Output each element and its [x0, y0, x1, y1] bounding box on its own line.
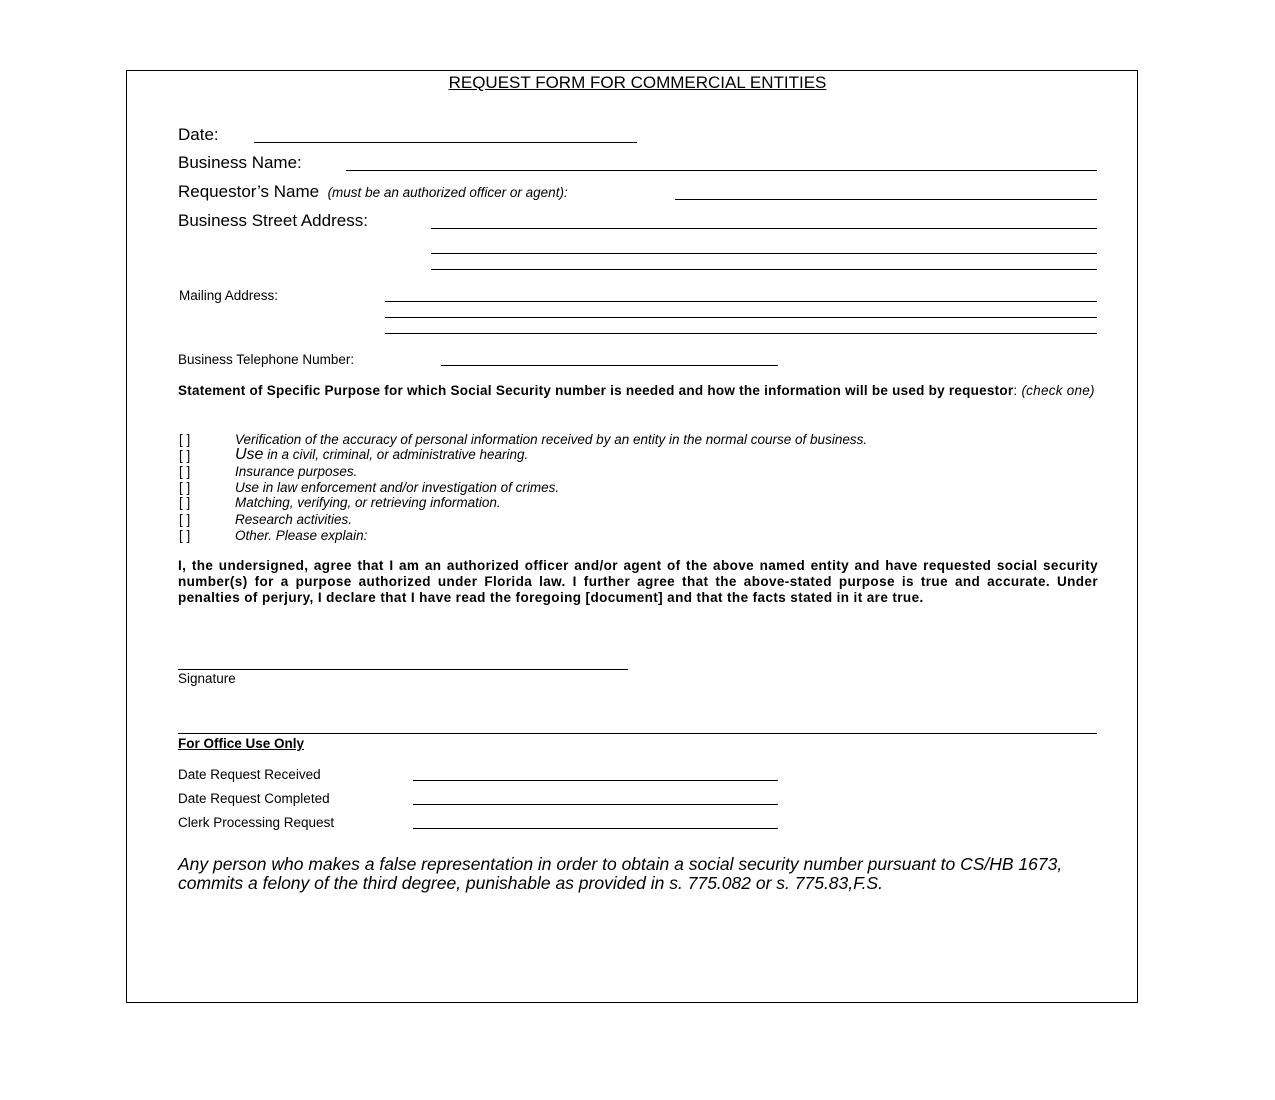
- purpose-statement-colon: :: [1013, 383, 1018, 398]
- business-name-label: Business Name:: [178, 153, 302, 172]
- requestor-name-field-line[interactable]: [675, 199, 1097, 200]
- purpose-statement-hint: (check one): [1021, 383, 1095, 398]
- mailing-address-line-2[interactable]: [385, 317, 1097, 318]
- option-label-rest: in a civil, criminal, or administrative hearing.: [263, 447, 529, 462]
- mailing-address-line-1[interactable]: [385, 301, 1097, 302]
- clerk-label: Clerk Processing Request: [178, 815, 335, 830]
- option-checkbox[interactable]: [ ]: [179, 528, 191, 543]
- date-received-line[interactable]: [413, 780, 778, 781]
- telephone-label: Business Telephone Number:: [178, 352, 355, 367]
- option-label: Use in law enforcement and/or investigation of crimes.: [235, 480, 560, 495]
- option-label-lead: Use: [235, 446, 264, 463]
- purpose-statement: [178, 383, 1098, 399]
- street-address-line-2[interactable]: [431, 253, 1097, 254]
- penalty-notice: Any person who makes a false representation in order to obtain a social security number pursuant to CS/HB 1673, commits a felony of the third degree, punishable as provided in s. 775.082 or s. 775.83,F.S.: [178, 854, 1063, 893]
- signature-label: Signature: [178, 671, 236, 686]
- option-label: Verification of the accuracy of personal information received by an entity in the normal course of business.: [235, 432, 868, 447]
- date-received-label: Date Request Received: [178, 767, 321, 782]
- date-label: Date:: [178, 125, 219, 144]
- option-label: Other. Please explain:: [235, 528, 368, 543]
- option-checkbox[interactable]: [ ]: [179, 495, 191, 510]
- agreement-paragraph: I, the undersigned, agree that I am an authorized officer and/or agent of the above named entity and have requested social security number(s) for a purpose authorized under Florida law. I further agree that the above-stated purpose is true and accurate. Under penalties of perjury, I declare that I have read the foregoing [document] and that the facts stated in it are true.: [178, 558, 1098, 605]
- date-field-line[interactable]: [254, 142, 637, 143]
- requestor-name-row: [178, 182, 568, 202]
- signature-line[interactable]: [178, 669, 628, 670]
- clerk-line[interactable]: [413, 828, 778, 829]
- mailing-address-line-3[interactable]: [385, 333, 1097, 334]
- option-label: Research activities.: [235, 512, 353, 527]
- street-address-label: Business Street Address:: [178, 211, 368, 230]
- telephone-field-line[interactable]: [441, 365, 778, 366]
- business-name-field-line[interactable]: [346, 170, 1097, 171]
- street-address-line-3[interactable]: [431, 269, 1097, 270]
- office-divider: [178, 733, 1097, 734]
- option-label: Matching, verifying, or retrieving information.: [235, 495, 501, 510]
- requestor-name-label: Requestor’s Name: [178, 182, 320, 201]
- option-checkbox[interactable]: [ ]: [179, 512, 191, 527]
- option-label: Insurance purposes.: [235, 464, 358, 479]
- option-label: [235, 446, 528, 464]
- option-checkbox[interactable]: [ ]: [179, 448, 191, 463]
- form-title: REQUEST FORM FOR COMMERCIAL ENTITIES: [448, 73, 827, 92]
- office-use-heading: For Office Use Only: [178, 736, 305, 751]
- option-checkbox[interactable]: [ ]: [179, 480, 191, 495]
- option-checkbox[interactable]: [ ]: [179, 432, 191, 447]
- mailing-address-label: Mailing Address:: [179, 288, 279, 303]
- purpose-statement-text: Statement of Specific Purpose for which Social Security number is needed and how the information will be used by requestor: [178, 383, 1014, 398]
- date-completed-line[interactable]: [413, 804, 778, 805]
- street-address-line-1[interactable]: [431, 228, 1097, 229]
- date-completed-label: Date Request Completed: [178, 791, 330, 806]
- requestor-name-hint: (must be an authorized officer or agent):: [327, 185, 568, 200]
- option-checkbox[interactable]: [ ]: [179, 464, 191, 479]
